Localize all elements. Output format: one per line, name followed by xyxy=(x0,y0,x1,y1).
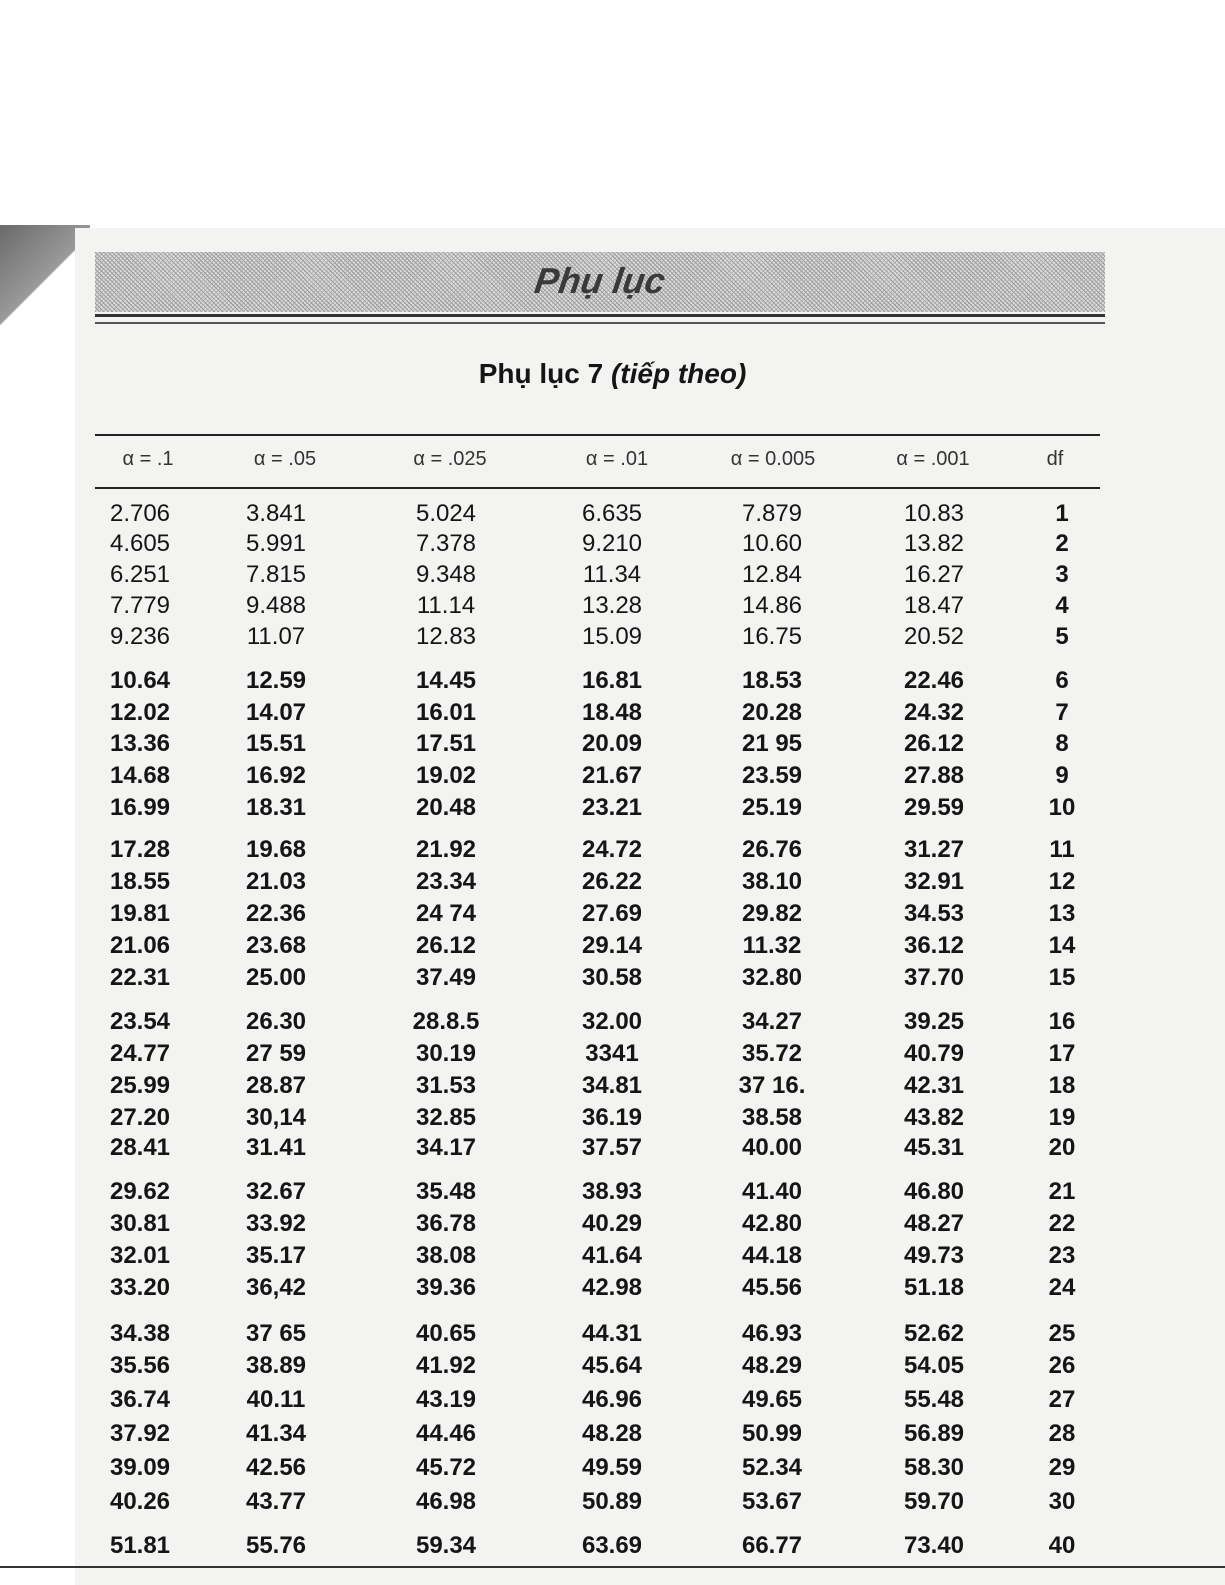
table-cell: 35.17 xyxy=(245,1242,307,1269)
table-cell: 38.58 xyxy=(741,1104,803,1131)
table-cell: 24.72 xyxy=(581,836,643,863)
table-cell: 21 95 xyxy=(741,730,803,757)
table-cell: 46.93 xyxy=(741,1320,803,1347)
table-cell: 9.488 xyxy=(245,592,307,619)
table-row xyxy=(0,1454,1225,1484)
table-cell: 48.27 xyxy=(903,1210,965,1237)
table-cell: 32.85 xyxy=(415,1104,477,1131)
table-row xyxy=(0,1008,1225,1038)
table-cell: 55.76 xyxy=(245,1532,307,1559)
table-cell: 59.34 xyxy=(415,1532,477,1559)
column-header: df xyxy=(1046,448,1064,470)
table-row xyxy=(0,699,1225,729)
df-cell: 16 xyxy=(1048,1008,1076,1035)
table-cell: 16.99 xyxy=(109,794,171,821)
table-row xyxy=(0,932,1225,962)
table-cell: 59.70 xyxy=(903,1488,965,1515)
table-row xyxy=(0,762,1225,792)
table-cell: 58.30 xyxy=(903,1454,965,1481)
table-cell: 29.59 xyxy=(903,794,965,821)
table-row xyxy=(0,836,1225,866)
table-cell: 44.18 xyxy=(741,1242,803,1269)
table-cell: 26.22 xyxy=(581,868,643,895)
table-row xyxy=(0,1274,1225,1304)
table-cell: 3.841 xyxy=(245,500,307,527)
table-cell: 53.67 xyxy=(741,1488,803,1515)
table-cell: 52.34 xyxy=(741,1454,803,1481)
table-cell: 31.41 xyxy=(245,1134,307,1161)
table-cell: 54.05 xyxy=(903,1352,965,1379)
table-cell: 21.03 xyxy=(245,868,307,895)
table-cell: 41.92 xyxy=(415,1352,477,1379)
table-cell: 23.34 xyxy=(415,868,477,895)
table-cell: 12.83 xyxy=(415,623,477,650)
table-cell: 30.19 xyxy=(415,1040,477,1067)
column-header: α = .05 xyxy=(253,448,317,470)
table-cell: 24.77 xyxy=(109,1040,171,1067)
table-cell: 14.68 xyxy=(109,762,171,789)
df-cell: 18 xyxy=(1048,1072,1076,1099)
column-header: α = .025 xyxy=(413,448,487,470)
df-cell: 4 xyxy=(1055,592,1069,619)
table-cell: 42.98 xyxy=(581,1274,643,1301)
table-cell: 23.54 xyxy=(109,1008,171,1035)
table-cell: 38.93 xyxy=(581,1178,643,1205)
table-cell: 28.87 xyxy=(245,1072,307,1099)
df-cell: 15 xyxy=(1048,964,1076,991)
table-cell: 34.53 xyxy=(903,900,965,927)
table-cell: 27 59 xyxy=(245,1040,307,1067)
table-cell: 25.19 xyxy=(741,794,803,821)
table-cell: 37.92 xyxy=(109,1420,171,1447)
table-row xyxy=(0,1386,1225,1416)
table-cell: 14.45 xyxy=(415,667,477,694)
table-cell: 29.62 xyxy=(109,1178,171,1205)
table-row xyxy=(0,900,1225,930)
table-cell: 31.53 xyxy=(415,1072,477,1099)
table-cell: 20.28 xyxy=(741,699,803,726)
table-cell: 9.348 xyxy=(415,561,477,588)
table-cell: 40.26 xyxy=(109,1488,171,1515)
table-cell: 50.89 xyxy=(581,1488,643,1515)
table-row xyxy=(0,1210,1225,1240)
table-cell: 32.01 xyxy=(109,1242,171,1269)
table-cell: 73.40 xyxy=(903,1532,965,1559)
table-cell: 40.00 xyxy=(741,1134,803,1161)
column-header: α = 0.005 xyxy=(730,448,816,470)
table-row xyxy=(0,964,1225,994)
table-cell: 35.56 xyxy=(109,1352,171,1379)
table-cell: 7.779 xyxy=(109,592,171,619)
table-cell: 12.84 xyxy=(741,561,803,588)
df-cell: 26 xyxy=(1048,1352,1076,1379)
df-cell: 21 xyxy=(1048,1178,1076,1205)
table-cell: 46.96 xyxy=(581,1386,643,1413)
table-cell: 31.27 xyxy=(903,836,965,863)
table-cell: 28.41 xyxy=(109,1134,171,1161)
table-cell: 43.82 xyxy=(903,1104,965,1131)
table-cell: 17.51 xyxy=(415,730,477,757)
table-cell: 39.25 xyxy=(903,1008,965,1035)
table-cell: 29.82 xyxy=(741,900,803,927)
df-cell: 19 xyxy=(1048,1104,1076,1131)
table-row xyxy=(0,1072,1225,1102)
df-cell: 28 xyxy=(1048,1420,1076,1447)
table-cell: 45.64 xyxy=(581,1352,643,1379)
table-cell: 36.19 xyxy=(581,1104,643,1131)
table-cell: 28.8.5 xyxy=(412,1008,480,1035)
table-cell: 3341 xyxy=(585,1040,639,1067)
table-cell: 11.32 xyxy=(742,932,802,959)
table-cell: 49.59 xyxy=(581,1454,643,1481)
table-cell: 19.81 xyxy=(109,900,171,927)
table-cell: 35.72 xyxy=(741,1040,803,1067)
table-row xyxy=(0,592,1225,622)
table-row xyxy=(0,1104,1225,1134)
table-cell: 13.82 xyxy=(903,530,965,557)
table-cell: 13.28 xyxy=(581,592,643,619)
table-cell: 9.210 xyxy=(581,530,643,557)
table-cell: 42.31 xyxy=(903,1072,965,1099)
table-cell: 9.236 xyxy=(109,623,171,650)
table-cell: 24 74 xyxy=(415,900,477,927)
table-cell: 55.48 xyxy=(903,1386,965,1413)
table-cell: 5.991 xyxy=(245,530,307,557)
table-row xyxy=(0,1420,1225,1450)
table-cell: 12.02 xyxy=(109,699,171,726)
table-cell: 48.28 xyxy=(581,1420,643,1447)
table-cell: 11.34 xyxy=(582,561,642,588)
df-cell: 9 xyxy=(1055,762,1069,789)
table-title: Phụ lục 7 xyxy=(478,358,604,389)
table-cell: 63.69 xyxy=(581,1532,643,1559)
table-cell: 51.18 xyxy=(903,1274,965,1301)
table-cell: 51.81 xyxy=(109,1532,171,1559)
table-cell: 18.48 xyxy=(581,699,643,726)
table-cell: 30.58 xyxy=(581,964,643,991)
table-cell: 18.31 xyxy=(245,794,307,821)
table-cell: 18.53 xyxy=(741,667,803,694)
table-cell: 24.32 xyxy=(903,699,965,726)
table-row xyxy=(0,1532,1225,1562)
table-cell: 22.31 xyxy=(109,964,171,991)
table-cell: 10.64 xyxy=(109,667,171,694)
running-header: Phụ lục xyxy=(532,260,668,301)
table-cell: 23.68 xyxy=(245,932,307,959)
table-cell: 40.79 xyxy=(903,1040,965,1067)
df-cell: 10 xyxy=(1048,794,1076,821)
table-cell: 4.605 xyxy=(109,530,171,557)
table-cell: 37.49 xyxy=(415,964,477,991)
table-cell: 38.10 xyxy=(741,868,803,895)
df-cell: 7 xyxy=(1055,699,1069,726)
table-cell: 34.38 xyxy=(109,1320,171,1347)
table-row xyxy=(0,500,1225,530)
df-cell: 23 xyxy=(1048,1242,1076,1269)
table-cell: 45.56 xyxy=(741,1274,803,1301)
table-cell: 30.81 xyxy=(109,1210,171,1237)
table-header-rule xyxy=(95,487,1100,489)
table-cell: 27.88 xyxy=(903,762,965,789)
table-cell: 48.29 xyxy=(741,1352,803,1379)
table-cell: 41.64 xyxy=(581,1242,643,1269)
table-cell: 16.75 xyxy=(741,623,803,650)
table-cell: 37.70 xyxy=(903,964,965,991)
table-cell: 5.024 xyxy=(415,500,477,527)
table-cell: 41.40 xyxy=(741,1178,803,1205)
table-cell: 26.12 xyxy=(415,932,477,959)
table-cell: 6.635 xyxy=(581,500,643,527)
table-cell: 27.69 xyxy=(581,900,643,927)
df-cell: 5 xyxy=(1055,623,1069,650)
table-cell: 15.09 xyxy=(581,623,643,650)
table-cell: 7.879 xyxy=(741,500,803,527)
table-title-line xyxy=(0,358,1225,390)
table-cell: 45.31 xyxy=(903,1134,965,1161)
table-cell: 26.76 xyxy=(741,836,803,863)
df-cell: 17 xyxy=(1048,1040,1076,1067)
table-row xyxy=(0,1352,1225,1382)
page-bottom-edge xyxy=(0,1566,1225,1568)
header-rule xyxy=(95,314,1105,317)
table-cell: 36.78 xyxy=(415,1210,477,1237)
table-cell: 16.92 xyxy=(245,762,307,789)
table-cell: 42.56 xyxy=(245,1454,307,1481)
column-header: α = .1 xyxy=(122,448,174,470)
table-cell: 10.83 xyxy=(903,500,965,527)
table-cell: 36.74 xyxy=(109,1386,171,1413)
table-row xyxy=(0,1040,1225,1070)
table-row xyxy=(0,1178,1225,1208)
table-row xyxy=(0,561,1225,591)
table-row xyxy=(0,667,1225,697)
table-cell: 14.07 xyxy=(245,699,307,726)
table-row xyxy=(0,1488,1225,1518)
table-cell: 26.30 xyxy=(245,1008,307,1035)
table-cell: 19.68 xyxy=(245,836,307,863)
df-cell: 22 xyxy=(1048,1210,1076,1237)
table-cell: 16.81 xyxy=(581,667,643,694)
table-cell: 33.92 xyxy=(245,1210,307,1237)
table-row xyxy=(0,794,1225,824)
table-cell: 15.51 xyxy=(245,730,307,757)
df-cell: 20 xyxy=(1048,1134,1076,1161)
table-cell: 27.20 xyxy=(109,1104,171,1131)
table-row xyxy=(0,730,1225,760)
table-row xyxy=(0,1242,1225,1272)
table-cell: 37 65 xyxy=(245,1320,307,1347)
table-cell: 7.378 xyxy=(415,530,477,557)
running-header-band xyxy=(95,252,1105,312)
table-row xyxy=(0,1134,1225,1164)
table-cell: 37.57 xyxy=(581,1134,643,1161)
df-cell: 6 xyxy=(1055,667,1069,694)
table-cell: 11.07 xyxy=(246,623,306,650)
table-cell: 10.60 xyxy=(741,530,803,557)
table-cell: 34.17 xyxy=(415,1134,477,1161)
table-cell: 20.48 xyxy=(415,794,477,821)
table-cell: 21.06 xyxy=(109,932,171,959)
table-cell: 43.77 xyxy=(245,1488,307,1515)
table-cell: 39.36 xyxy=(415,1274,477,1301)
table-cell: 17.28 xyxy=(109,836,171,863)
table-cell: 25.00 xyxy=(245,964,307,991)
df-cell: 30 xyxy=(1048,1488,1076,1515)
table-cell: 40.29 xyxy=(581,1210,643,1237)
df-cell: 12 xyxy=(1048,868,1076,895)
table-cell: 7.815 xyxy=(245,561,307,588)
table-cell: 41.34 xyxy=(245,1420,307,1447)
table-cell: 21.67 xyxy=(581,762,643,789)
df-cell: 1 xyxy=(1055,500,1069,527)
table-cell: 34.81 xyxy=(581,1072,643,1099)
table-cell: 36.12 xyxy=(903,932,965,959)
table-cell: 30,14 xyxy=(245,1104,307,1131)
table-cell: 32.91 xyxy=(903,868,965,895)
table-cell: 56.89 xyxy=(903,1420,965,1447)
table-cell: 38.89 xyxy=(245,1352,307,1379)
table-cell: 6.251 xyxy=(109,561,171,588)
table-cell: 32.67 xyxy=(245,1178,307,1205)
table-cell: 20.52 xyxy=(903,623,965,650)
table-cell: 11.14 xyxy=(416,592,476,619)
table-cell: 66.77 xyxy=(741,1532,803,1559)
table-cell: 22.46 xyxy=(903,667,965,694)
table-row xyxy=(0,530,1225,560)
df-cell: 8 xyxy=(1055,730,1069,757)
df-cell: 25 xyxy=(1048,1320,1076,1347)
df-cell: 29 xyxy=(1048,1454,1076,1481)
table-cell: 36,42 xyxy=(245,1274,307,1301)
df-cell: 11 xyxy=(1049,836,1075,863)
table-cell: 23.59 xyxy=(741,762,803,789)
table-cell: 33.20 xyxy=(109,1274,171,1301)
df-cell: 27 xyxy=(1048,1386,1076,1413)
table-cell: 46.98 xyxy=(415,1488,477,1515)
table-cell: 21.92 xyxy=(415,836,477,863)
table-row xyxy=(0,623,1225,653)
table-cell: 35.48 xyxy=(415,1178,477,1205)
table-cell: 16.27 xyxy=(903,561,965,588)
table-cell: 50.99 xyxy=(741,1420,803,1447)
table-cell: 42.80 xyxy=(741,1210,803,1237)
table-cell: 14.86 xyxy=(741,592,803,619)
df-cell: 13 xyxy=(1048,900,1076,927)
table-cell: 45.72 xyxy=(415,1454,477,1481)
table-cell: 34.27 xyxy=(741,1008,803,1035)
table-cell: 43.19 xyxy=(415,1386,477,1413)
table-cell: 32.80 xyxy=(741,964,803,991)
table-row xyxy=(0,868,1225,898)
table-cell: 37 16. xyxy=(738,1072,806,1099)
table-cell: 29.14 xyxy=(581,932,643,959)
table-cell: 46.80 xyxy=(903,1178,965,1205)
table-cell: 44.46 xyxy=(415,1420,477,1447)
table-cell: 26.12 xyxy=(903,730,965,757)
table-top-rule xyxy=(95,434,1100,436)
df-cell: 14 xyxy=(1048,932,1076,959)
table-cell: 25.99 xyxy=(109,1072,171,1099)
table-cell: 18.55 xyxy=(109,868,171,895)
header-rule xyxy=(95,322,1105,324)
table-cell: 16.01 xyxy=(415,699,477,726)
table-cell: 2.706 xyxy=(109,500,171,527)
table-cell: 19.02 xyxy=(415,762,477,789)
table-cell: 44.31 xyxy=(581,1320,643,1347)
column-header: α = .001 xyxy=(896,448,970,470)
column-header: α = .01 xyxy=(585,448,649,470)
table-cell: 49.65 xyxy=(741,1386,803,1413)
table-cell: 49.73 xyxy=(903,1242,965,1269)
table-cell: 13.36 xyxy=(109,730,171,757)
df-cell: 3 xyxy=(1055,561,1069,588)
table-cell: 22.36 xyxy=(245,900,307,927)
table-cell: 38.08 xyxy=(415,1242,477,1269)
table-cell: 32.00 xyxy=(581,1008,643,1035)
table-cell: 39.09 xyxy=(109,1454,171,1481)
table-cell: 18.47 xyxy=(903,592,965,619)
table-cell: 40.11 xyxy=(246,1386,306,1413)
df-cell: 2 xyxy=(1055,530,1069,557)
table-header-row xyxy=(95,448,1100,478)
df-cell: 40 xyxy=(1048,1532,1076,1559)
df-cell: 24 xyxy=(1048,1274,1076,1301)
table-cell: 52.62 xyxy=(903,1320,965,1347)
table-subtitle: (tiếp theo) xyxy=(610,358,747,389)
table-cell: 23.21 xyxy=(581,794,643,821)
table-row xyxy=(0,1320,1225,1350)
table-cell: 20.09 xyxy=(581,730,643,757)
table-cell: 12.59 xyxy=(245,667,307,694)
table-cell: 40.65 xyxy=(415,1320,477,1347)
